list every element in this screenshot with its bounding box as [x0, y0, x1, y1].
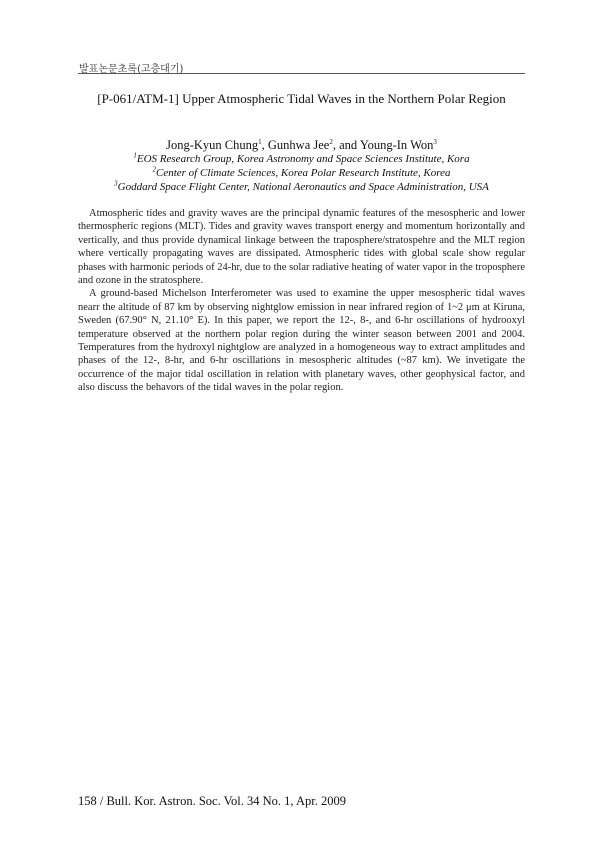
abstract-paragraph: Atmospheric tides and gravity waves are the principal dynamic features of the mesospheric and lower thermospheric regions (MLT). Tides and gravity waves transport energy and momentum horizontally and vertically, and thus provide dynamical linkage between the traposphere/stratospehre and the MLT region where vertically propagating waves are dissipated. Atmospheric tides with global scale show regular phases with harmonic periods of 24-hr, due to the solar radiative heating of water vapor in the troposphere and ozone in the stratosphere.: [78, 208, 525, 287]
paper-title: [P-061/ATM-1] Upper Atmospheric Tidal Waves in the Northern Polar Region: [97, 91, 506, 106]
abstract: [78, 207, 525, 395]
affiliation-text: EOS Research Group, Korea Astronomy and Space Sciences Institute, Kora: [136, 153, 470, 165]
author-separator: , and: [332, 138, 360, 152]
author-affil-sup: 3: [433, 137, 437, 146]
affiliation-text: Goddard Space Flight Center, National Aeronautics and Space Administration, USA: [117, 181, 489, 193]
affiliation-text: Center of Climate Sciences, Korea Polar Research Institute, Korea: [155, 167, 451, 179]
affiliations: [78, 152, 525, 194]
author-affil-sup: 2: [329, 137, 333, 146]
author-name: Gunhwa Jee: [267, 138, 330, 152]
author-separator: ,: [261, 138, 268, 152]
abstract-paragraph: A ground-based Michelson Interferometer was used to examine the upper mesospheric tidal waves nearr the altitude of 87 km by observing nightglow emission in near infrared region of 1~2 μm at Kiruna, Sweden (67.90° N, 21.10° E). In this paper, we report the 12-, 8-, and 6-hr oscillations of hydrooxyl temperature observed at the northern polar region during the winter season between 2001 and 2004. Temperatures from the hydroxyl nightglow are analyzed in a homogeneous way to extract amplitudes and phases of the 12-, 8-hr, and 6-hr oscillations in mesospheric altitudes (~87 km). We invetigate the occurrence of the major tidal oscillation in relation with planetary waves, other geophysical factor, and also discuss the behavors of the tidal waves in the polar region.: [78, 288, 525, 394]
affil-sup: 1: [133, 151, 137, 160]
affiliation-line: [78, 166, 525, 180]
affiliation-line: [78, 180, 525, 194]
author-name: Young-In Won: [359, 138, 434, 152]
author-name: Jong-Kyun Chung: [166, 138, 259, 152]
author-affil-sup: 1: [258, 137, 262, 146]
affil-sup: 3: [114, 179, 118, 188]
footer-citation: 158 / Bull. Kor. Astron. Soc. Vol. 34 No. 1, Apr. 2009: [78, 794, 346, 808]
section-label: 발표논문초록(고층대기): [79, 64, 184, 75]
header-divider: [78, 73, 525, 74]
affil-sup: 2: [152, 165, 156, 174]
author-list: [78, 137, 525, 153]
affiliation-line: [78, 152, 525, 166]
